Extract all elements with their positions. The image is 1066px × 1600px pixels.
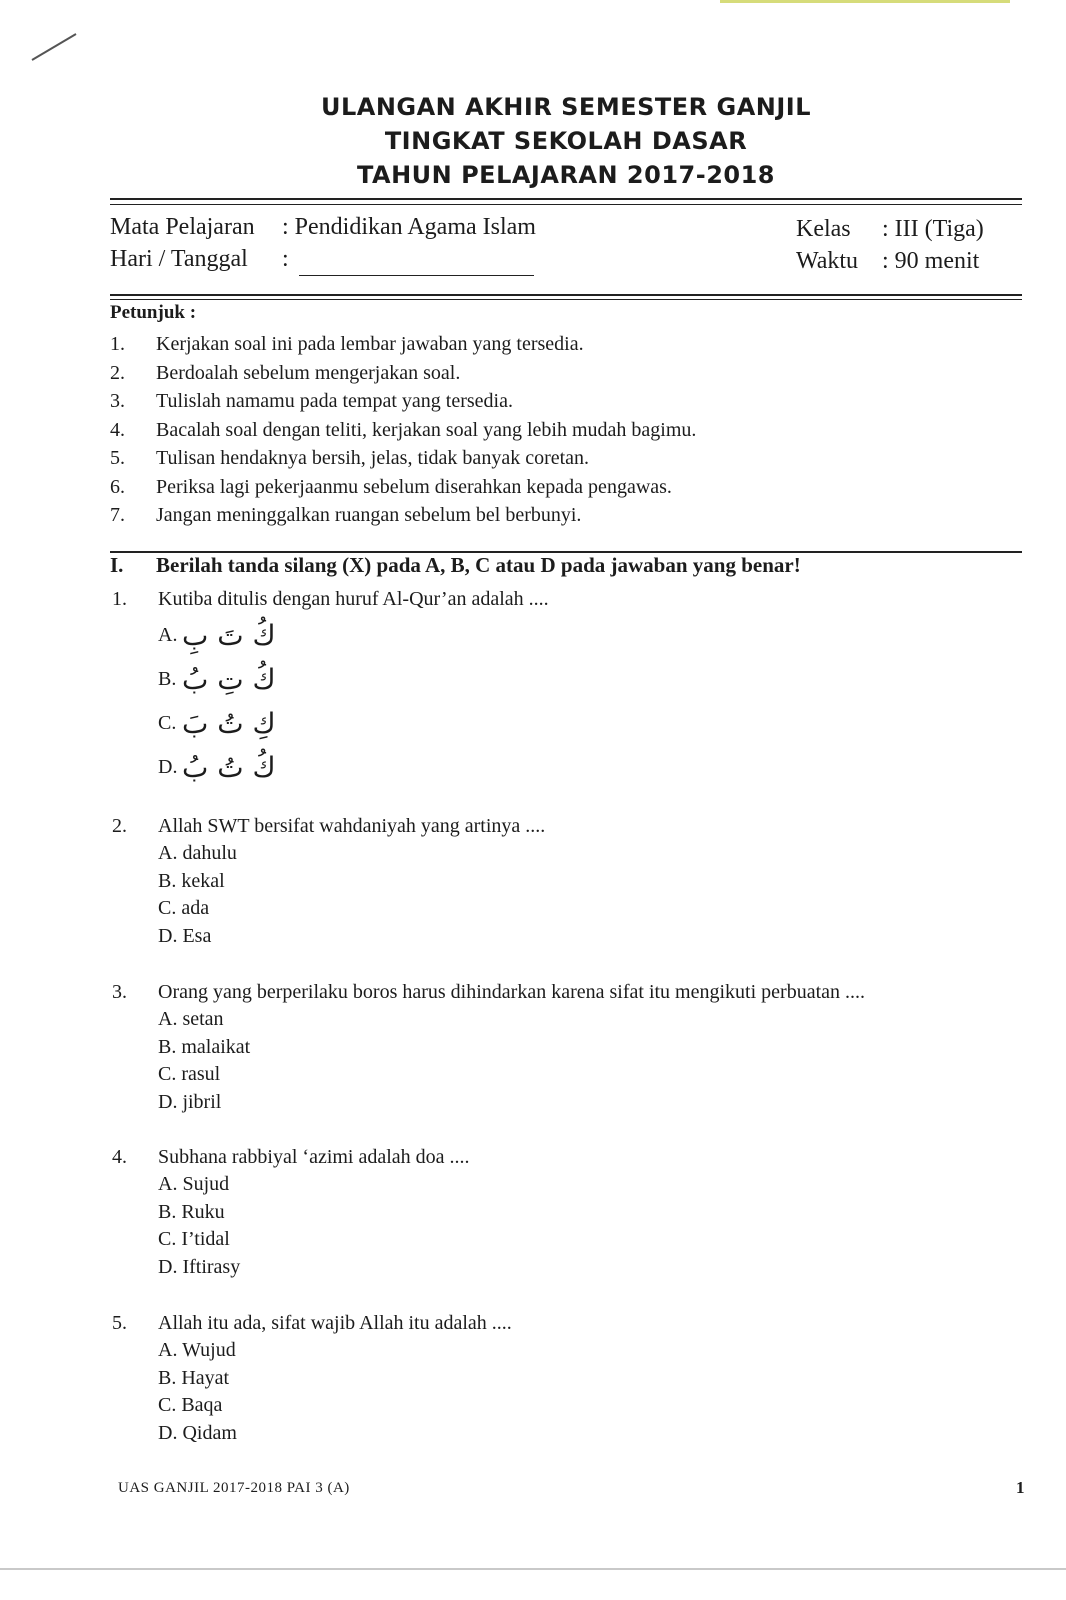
title-line-2: TINGKAT SEKOLAH DASAR bbox=[384, 127, 748, 155]
instruction-number: 7. bbox=[110, 504, 125, 526]
day-label: Hari / Tanggal bbox=[110, 246, 248, 272]
instruction-number: 3. bbox=[110, 390, 125, 412]
time-label: Waktu bbox=[796, 248, 859, 274]
subject-label: Mata Pelajaran bbox=[110, 214, 255, 240]
option-c[interactable]: C. Baqa bbox=[158, 1394, 223, 1416]
instruction-item bbox=[110, 330, 1010, 359]
instruction-number: 1. bbox=[110, 333, 125, 355]
instruction-text: Periksa lagi pekerjaanmu sebelum diserahkan kepada pengawas. bbox=[156, 475, 672, 498]
footer-code: UAS GANJIL 2017-2018 PAI 3 (A) bbox=[118, 1480, 350, 1496]
option-d[interactable]: D. Qidam bbox=[158, 1421, 237, 1444]
option-a[interactable]: A. setan bbox=[158, 1008, 224, 1030]
option-a[interactable]: A. Wujud bbox=[158, 1339, 236, 1361]
instruction-text: Tulislah namamu pada tempat yang tersedia. bbox=[156, 390, 513, 412]
question-text: Subhana rabbiyal ‘azimi adalah doa .... bbox=[158, 1146, 470, 1168]
option-b[interactable]: B. kekal bbox=[158, 869, 225, 892]
question-5 bbox=[112, 1309, 1012, 1447]
option-d[interactable] bbox=[112, 745, 1012, 789]
exam-title bbox=[110, 90, 1022, 192]
subject-value: : Pendidikan Agama Islam bbox=[282, 214, 536, 240]
page-number: 1 bbox=[1016, 1478, 1025, 1497]
instruction-text: Bacalah soal dengan teliti, kerjakan soal yang lebih mudah bagimu. bbox=[156, 418, 697, 441]
option-d[interactable]: D. Iftirasy bbox=[158, 1255, 241, 1278]
title-line-1: ULANGAN AKHIR SEMESTER GANJIL bbox=[320, 93, 812, 121]
question-text: Orang yang berperilaku boros harus dihindarkan karena sifat itu mengikuti perbuatan .... bbox=[158, 981, 866, 1003]
option-b[interactable]: B. Hayat bbox=[158, 1366, 230, 1389]
question-number: 1. bbox=[112, 588, 127, 610]
option-b[interactable] bbox=[112, 657, 1012, 701]
instruction-number: 5. bbox=[110, 447, 125, 469]
section-heading bbox=[110, 548, 801, 582]
question-number: 5. bbox=[112, 1312, 127, 1334]
question-text-row bbox=[112, 585, 1012, 613]
divider bbox=[110, 198, 1022, 200]
question-text-row bbox=[112, 1143, 1012, 1171]
question-3 bbox=[112, 978, 1012, 1116]
scan-edge-bottom bbox=[0, 1568, 1066, 1570]
option-letter: B. bbox=[158, 667, 177, 690]
divider bbox=[110, 299, 1022, 300]
option-d[interactable]: D. jibril bbox=[158, 1090, 222, 1113]
question-1 bbox=[112, 585, 1012, 789]
instruction-item bbox=[110, 387, 1010, 416]
arabic-letters: كُ تِ بُ bbox=[182, 662, 276, 696]
arabic-letters: كِ تُ بَ bbox=[182, 706, 276, 740]
instruction-item bbox=[110, 473, 1010, 502]
question-4 bbox=[112, 1143, 1012, 1281]
question-number: 2. bbox=[112, 815, 127, 837]
divider bbox=[110, 294, 1022, 296]
instructions-title: Petunjuk : bbox=[110, 302, 197, 323]
instruction-text: Berdoalah sebelum mengerjakan soal. bbox=[156, 361, 461, 384]
instruction-item bbox=[110, 501, 1010, 530]
time-value: : 90 menit bbox=[882, 248, 980, 274]
question-2 bbox=[112, 812, 1012, 950]
instruction-item bbox=[110, 416, 1010, 445]
option-c[interactable]: C. I’tidal bbox=[158, 1228, 230, 1250]
time-row bbox=[796, 244, 979, 278]
question-number: 3. bbox=[112, 981, 127, 1003]
instruction-text: Tulisan hendaknya bersih, jelas, tidak banyak coretan. bbox=[156, 447, 590, 469]
option-a[interactable] bbox=[112, 613, 1012, 657]
question-text: Kutiba ditulis dengan huruf Al-Qur’an adalah .... bbox=[158, 588, 549, 610]
option-a[interactable]: A. dahulu bbox=[158, 842, 237, 864]
instruction-number: 6. bbox=[110, 475, 125, 498]
option-letter: A. bbox=[158, 623, 178, 646]
instruction-item bbox=[110, 444, 1010, 473]
option-b[interactable]: B. Ruku bbox=[158, 1200, 225, 1223]
day-value: : bbox=[282, 246, 289, 272]
date-blank-line[interactable] bbox=[299, 249, 534, 276]
instruction-item bbox=[110, 359, 1010, 388]
question-text-row bbox=[112, 812, 1012, 840]
question-text: Allah SWT bersifat wahdaniyah yang artinya .... bbox=[158, 815, 546, 837]
instructions-list bbox=[110, 330, 1010, 530]
scan-edge-top bbox=[720, 0, 1010, 3]
instruction-number: 4. bbox=[110, 418, 125, 441]
option-c[interactable] bbox=[112, 701, 1012, 745]
class-label: Kelas bbox=[796, 216, 851, 242]
option-c[interactable]: C. ada bbox=[158, 897, 210, 919]
option-b[interactable]: B. malaikat bbox=[158, 1035, 251, 1058]
question-number: 4. bbox=[112, 1146, 127, 1168]
title-line-3: TAHUN PELAJARAN 2017-2018 bbox=[356, 161, 775, 189]
option-d[interactable]: D. Esa bbox=[158, 924, 212, 947]
instruction-text: Jangan meninggalkan ruangan sebelum bel berbunyi. bbox=[156, 504, 582, 526]
option-letter: D. bbox=[158, 755, 178, 778]
section-instruction: Berilah tanda silang (X) pada A, B, C atau D pada jawaban yang benar! bbox=[156, 553, 801, 577]
arabic-letters: كُ تَ بِ bbox=[182, 618, 276, 652]
divider bbox=[110, 204, 1022, 205]
class-row bbox=[796, 212, 984, 246]
question-text: Allah itu ada, sifat wajib Allah itu adalah .... bbox=[158, 1312, 512, 1334]
day-row bbox=[110, 242, 534, 276]
option-letter: C. bbox=[158, 711, 177, 734]
instruction-text: Kerjakan soal ini pada lembar jawaban yang tersedia. bbox=[156, 333, 584, 355]
section-number: I. bbox=[110, 553, 124, 577]
question-text-row bbox=[112, 1309, 1012, 1337]
arabic-letters: كُ تُ بُ bbox=[182, 750, 276, 784]
subject-row bbox=[110, 210, 536, 244]
instruction-number: 2. bbox=[110, 361, 125, 384]
question-text-row bbox=[112, 978, 1012, 1006]
option-c[interactable]: C. rasul bbox=[158, 1063, 221, 1085]
option-a[interactable]: A. Sujud bbox=[158, 1173, 230, 1195]
pen-stroke-mark bbox=[30, 30, 80, 64]
class-value: : III (Tiga) bbox=[882, 216, 984, 242]
